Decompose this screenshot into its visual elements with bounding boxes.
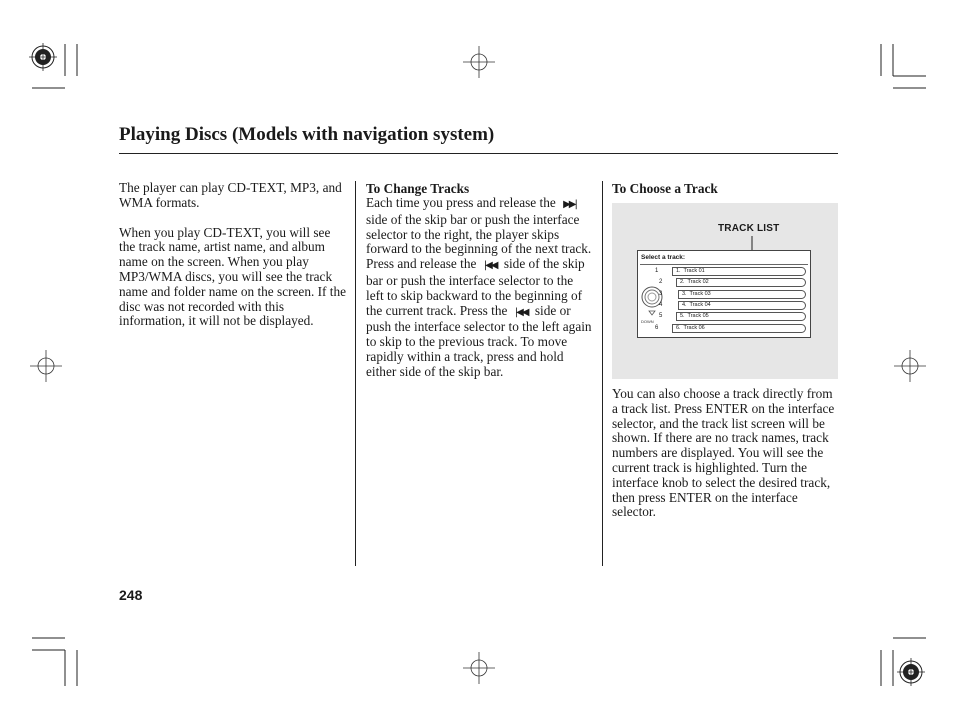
column-divider-1 [355, 181, 356, 566]
track-list-item[interactable] [678, 290, 806, 299]
page-title: Playing Discs (Models with navigation system) [119, 124, 495, 145]
column-intro [119, 181, 349, 329]
change-tracks-text-4: side or push the interface selector to the left again to skip to the previous track. To move rapidly within a track, press and hold either side of the skip bar. [366, 302, 592, 379]
title-rule [119, 153, 838, 154]
column-change-tracks [366, 181, 594, 380]
track-list-item[interactable] [678, 301, 806, 310]
track-label: 2. Track 02 [680, 279, 709, 286]
intro-paragraph-formats: The player can play CD-TEXT, MP3, and WMA formats. [119, 180, 342, 210]
column-choose-track [612, 387, 840, 520]
track-list-item[interactable] [672, 324, 806, 333]
skip-back-icon: |◀◀ [483, 260, 497, 272]
page-number: 248 [119, 587, 143, 603]
track-number: 4 [659, 301, 663, 308]
choose-track-paragraph: You can also choose a track directly from a track list. Press ENTER on the interface selector, and the track list screen will be shown. If there are no track names, track numbers are displayed. You will see the current track is highlighted. Turn the interface knob to select the desired track, then press ENTER on the interface selector. [612, 386, 835, 520]
track-list-callout: TRACK LIST [718, 223, 780, 234]
track-number: 5 [659, 313, 663, 320]
track-label: 6. Track 06 [676, 324, 705, 331]
change-tracks-text-1: Each time you press and release the [366, 195, 556, 210]
screen-title-rule [640, 264, 808, 265]
track-label: 4. Track 04 [682, 301, 711, 308]
track-label: 1. Track 01 [676, 268, 705, 274]
track-number: 6 [655, 324, 659, 331]
skip-back-icon: |◀◀ [514, 306, 528, 318]
track-label: 5. Track 05 [680, 313, 709, 320]
track-list-screen [637, 250, 811, 338]
track-list-figure [612, 203, 838, 379]
column-divider-2 [602, 181, 603, 566]
track-list-item[interactable] [672, 267, 806, 276]
heading-choose-track: To Choose a Track [612, 181, 718, 196]
change-tracks-text-2: side of the skip bar or push the interface selector to the right, the player skips forward to the beginning of the next track. Press and release the [366, 211, 592, 272]
track-list-item[interactable] [676, 278, 806, 287]
track-label: 3. Track 03 [682, 290, 711, 297]
track-number: 1 [655, 268, 659, 274]
change-tracks-text-3: side of the skip bar or push the interface selector to the left to skip backward to the beginning of the current track. Press the [366, 256, 585, 318]
intro-paragraph-display: When you play CD-TEXT, you will see the track name, artist name, and album name on the screen. When you play MP3/WMA discs, you will see the track name and folder name on the screen. If the disc was not recorded with this information, it will not be displayed. [119, 224, 347, 329]
track-list-item[interactable] [676, 312, 806, 321]
track-number: 3 [659, 290, 663, 297]
screen-title: Select a track: [641, 254, 686, 261]
skip-forward-icon: ▶▶| [563, 199, 576, 210]
heading-change-tracks: To Change Tracks [366, 181, 470, 196]
dial-label: DOWN [641, 319, 654, 324]
change-tracks-paragraph [366, 196, 594, 380]
track-number: 2 [659, 279, 663, 286]
